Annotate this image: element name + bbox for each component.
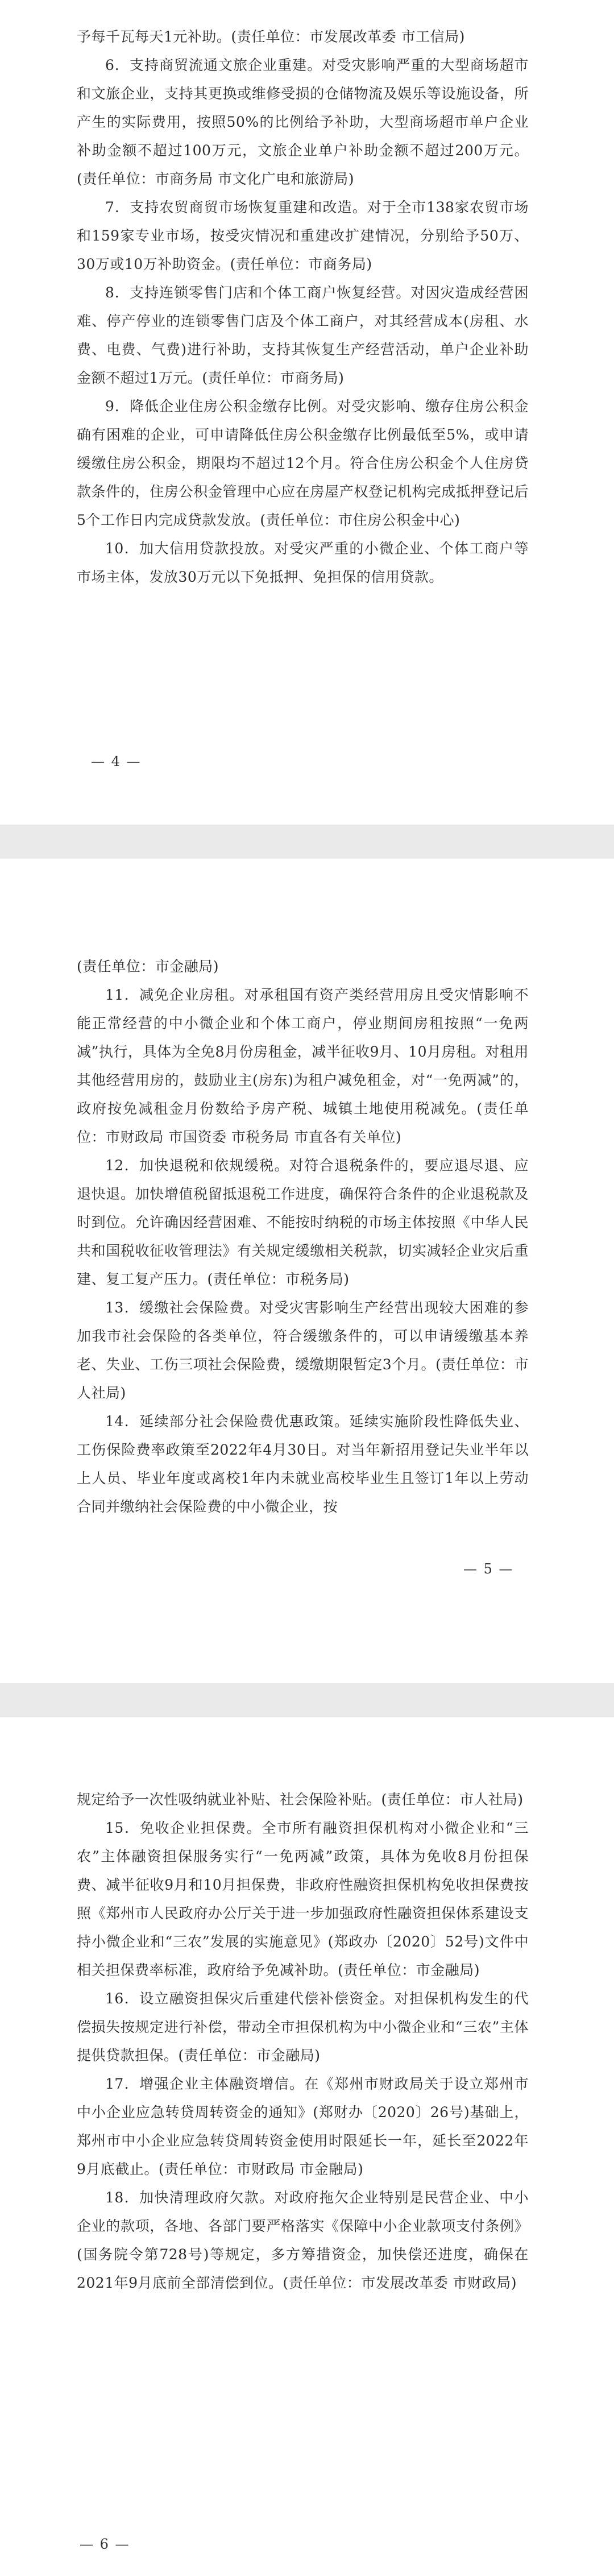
paragraph: 17．增强企业主体融资增信。在《郑州市财政局关于设立郑州市中小企业应急转贷周转资金的通知》(郑财办〔2020〕26号)基础上，郑州市中小企业应急转贷周转资金使用时限延长一年，延长至2022年9月底截止。(责任单位：市财政局 市金融局)	[77, 2076, 529, 2177]
paragraph: 规定给予一次性吸纳就业补贴、社会保险补贴。(责任单位：市人社局)	[77, 1791, 524, 1808]
page-number: — 4 —	[91, 753, 142, 769]
paragraph: 15．免收企业担保费。全市所有融资担保机构对小微企业和“三农”主体融资担保服务实行“一免两减”政策，具体为免收8月份担保费、减半征收9月和10月担保费，非政府性融资担保机构免收担保费按照《郑州市人民政府办公厅关于进一步加强政府性融资担保体系建设支持小微企业和“三农”发展的实施意见》(郑政办〔2020〕52号)文件中相关担保费率标准，政府给予免减补助。(责任单位：市金融局)	[77, 1820, 529, 1978]
paragraph: 13．缓缴社会保险费。对受灾害影响生产经营出现较大困难的参加我市社会保险的各类单位，符合缓缴条件的，可以申请缓缴基本养老、失业、工伤三项社会保险费，缓缴期限暂定3个月。(责任单位：市人社局)	[77, 1299, 529, 1401]
page-number: — 5 —	[463, 1561, 514, 1577]
paragraph: 18．加快清理政府欠款。对政府拖欠企业特别是民营企业、中小企业的款项，各地、各部门要严格落实《保障中小企业款项支付条例》(国务院令第728号)等规定，多方筹措资金，加快偿还进度，确保在2021年9月底前全部清偿到位。(责任单位：市发展改革委 市财政局)	[77, 2189, 529, 2291]
page-body	[77, 0, 529, 591]
page-separator	[0, 825, 614, 859]
page-body	[77, 859, 529, 1521]
document-page-5	[0, 859, 614, 1683]
paragraph: 12．加快退税和依规缓税。对符合退税条件的，要应退尽退、应退快退。加快增值税留抵退税工作进度，确保符合条件的企业退税款及时到位。允许确因经营困难、不能按时纳税的市场主体按照《中华人民共和国税收征收管理法》有关规定缓缴相关税款，切实减轻企业灾后重建、复工复产压力。(责任单位：市税务局)	[77, 1157, 529, 1287]
paragraph: 14．延续部分社会保险费优惠政策。延续实施阶段性降低失业、工伤保险费率政策至2022年4月30日。对当年新招用登记失业半年以上人员、毕业年度或离校1年内未就业高校毕业生且签订1年以上劳动合同并缴纳社会保险费的中小微企业，按	[77, 1413, 529, 1515]
paragraph: 9．降低企业住房公积金缴存比例。对受灾影响、缴存住房公积金确有困难的企业，可申请降低住房公积金缴存比例最低至5%，或申请缓缴住房公积金，期限均不超过12个月。符合住房公积金个人住房贷款条件的，住房公积金管理中心应在房屋产权登记机构完成抵押登记后5个工作日内完成贷款发放。(责任单位：市住房公积金中心)	[77, 398, 529, 528]
paragraph: 16．设立融资担保灾后重建代偿补偿资金。对担保机构发生的代偿损失按规定进行补偿，带动全市担保机构为中小微企业和“三农”主体提供贷款担保。(责任单位：市金融局)	[77, 1990, 529, 2064]
paragraph: (责任单位：市金融局)	[77, 958, 219, 975]
paragraph: 7．支持农贸商贸市场恢复重建和改造。对于全市138家农贸市场和159家专业市场，按受灾情况和重建改扩建情况，分别给予50万、30万或10万补助资金。(责任单位：市商务局)	[77, 199, 529, 272]
paragraph: 6．支持商贸流通文旅企业重建。对受灾影响严重的大型商场超市和文旅企业，支持其更换或维修受损的仓储物流及娱乐等设施设备，所产生的实际费用，按照50%的比例给予补助，大型商场超市单户企业补助金额不超过100万元，文旅企业单户补助金额不超过200万元。(责任单位：市商务局 市文化广电和旅游局)	[77, 57, 529, 187]
page-number: — 6 —	[80, 2536, 130, 2552]
paragraph: 8．支持连锁零售门店和个体工商户恢复经营。对因灾造成经营困难、停产停业的连锁零售门店及个体工商户，对其经营成本(房租、水费、电费、气费)进行补助，支持其恢复生产经营活动，单户企业补助金额不超过1万元。(责任单位：市商务局)	[77, 284, 529, 386]
document-page-6	[0, 1717, 614, 2576]
paragraph: 11．减免企业房租。对承租国有资产类经营用房且受灾情影响不能正常经营的中小微企业和个体工商户，停业期间房租按照“一免两减”执行，具体为全免8月份房租金，减半征收9月、10月房租。对租用其他经营用房的，鼓励业主(房东)为租户减免租金，对“一免两减”的，政府按免减租金月份数给予房产税、城镇土地使用税减免。(责任单位：市财政局 市国资委 市税务局 市直各有关单位)	[77, 987, 529, 1145]
page-separator	[0, 1683, 614, 1717]
document-page-4	[0, 0, 614, 825]
paragraph: 予每千瓦每天1元补助。(责任单位：市发展改革委 市工信局)	[77, 28, 465, 45]
page-body	[77, 1717, 529, 2297]
paragraph: 10．加大信用贷款投放。对受灾严重的小微企业、个体工商户等市场主体，发放30万元以下免抵押、免担保的信用贷款。	[77, 540, 529, 585]
